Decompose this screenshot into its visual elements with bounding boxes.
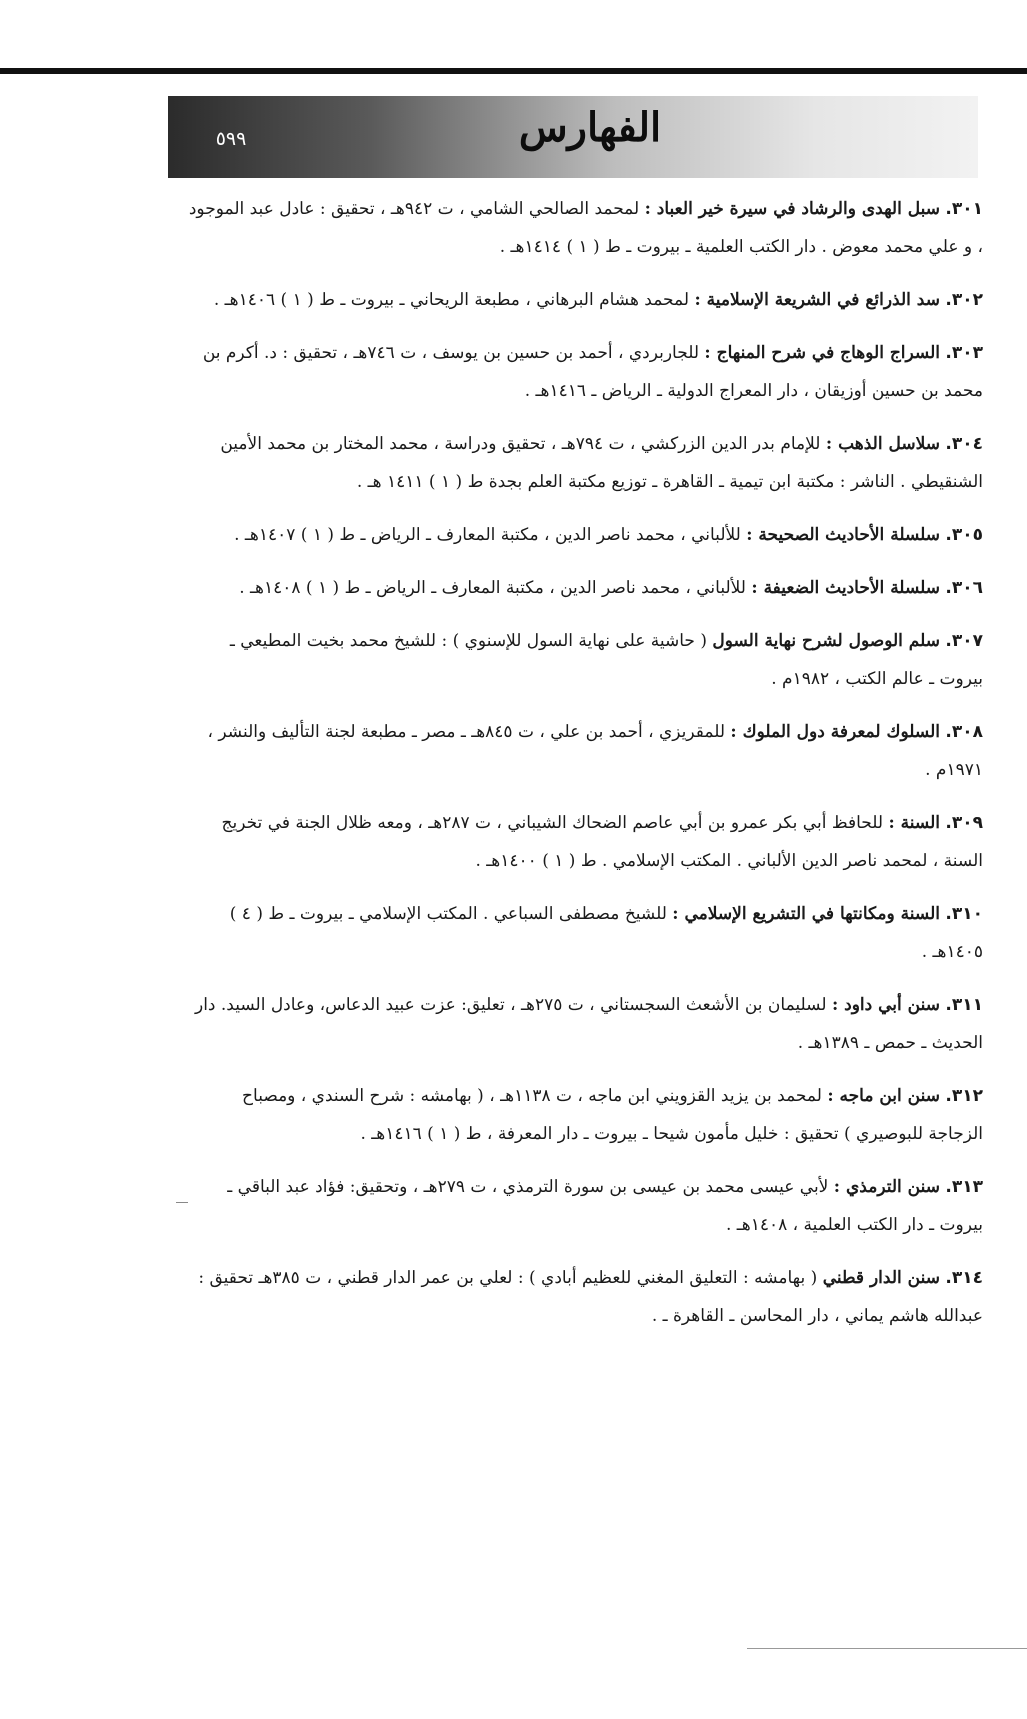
bibliography-entry [188, 895, 983, 971]
entry-number: ٣١٢. [945, 1086, 983, 1106]
bibliography-entry [188, 425, 983, 501]
entry-title: سلم الوصول لشرح نهاية السول [712, 631, 940, 651]
margin-mark [176, 1202, 188, 1203]
bibliography-entry [188, 1259, 983, 1335]
page-number: ٥٩٩ [215, 128, 247, 150]
bibliography-entry [188, 190, 983, 266]
entry-number: ٣٠٦. [945, 578, 983, 598]
entry-title: السنة : [888, 813, 940, 833]
entry-title: سنن ابن ماجه : [827, 1086, 940, 1106]
bibliography-entry [188, 516, 983, 554]
entry-title: سنن أبي داود : [831, 995, 940, 1015]
entry-number: ٣١١. [945, 995, 983, 1015]
entry-title: سد الذرائع في الشريعة الإسلامية : [694, 290, 940, 310]
entry-title: سنن الترمذي : [833, 1177, 940, 1197]
entry-number: ٣٠٣. [945, 343, 983, 363]
bibliography-entry [188, 1077, 983, 1153]
entry-body: لمحمد الصالحي الشامي ، ت ٩٤٢هـ ، تحقيق : عادل عبد الموجود ، و علي محمد معوض . دار الكتب العلمية ـ بيروت ـ ط ( ١ ) ١٤١٤هـ . [188, 199, 983, 257]
bibliography-entry [188, 1168, 983, 1244]
entry-number: ٣١٣. [945, 1177, 983, 1197]
entry-number: ٣٠٩. [945, 813, 983, 833]
bibliography-entry [188, 804, 983, 880]
entry-body: لسليمان بن الأشعث السجستاني ، ت ٢٧٥هـ ، تعليق: عزت عبيد الدعاس، وعادل السيد. دار الحديث ـ حمص ـ ١٣٨٩هـ . [194, 995, 983, 1053]
entry-body: للألباني ، محمد ناصر الدين ، مكتبة المعارف ـ الرياض ـ ط ( ١ ) ١٤٠٧هـ . [234, 525, 741, 545]
entry-body: ( حاشية على نهاية السول للإسنوي ) : للشيخ محمد بخيت المطيعي ـ بيروت ـ عالم الكتب ، ١٩٨٢م . [229, 631, 983, 689]
entry-body: للشيخ مصطفى السباعي . المكتب الإسلامي ـ بيروت ـ ط ( ٤ ) ١٤٠٥هـ . [229, 904, 983, 962]
entry-number: ٣٠١. [945, 199, 983, 219]
entry-body: للألباني ، محمد ناصر الدين ، مكتبة المعارف ـ الرياض ـ ط ( ١ ) ١٤٠٨هـ . [239, 578, 746, 598]
entry-title: سلسلة الأحاديث الصحيحة : [746, 525, 940, 545]
entry-number: ٣٠٨. [945, 722, 983, 742]
page-title: الفهارس [518, 104, 662, 151]
bottom-rule [747, 1648, 1027, 1649]
entry-number: ٣٠٢. [945, 290, 983, 310]
entry-body: للجاربردي ، أحمد بن حسين بن يوسف ، ت ٧٤٦هـ ، تحقيق : د. أكرم بن محمد بن حسين أوزيقان ، دار المعراج الدولية ـ الرياض ـ ١٤١٦هـ . [202, 343, 983, 401]
entry-number: ٣٠٤. [945, 434, 983, 454]
bibliography-entry [188, 986, 983, 1062]
entry-number: ٣١٤. [945, 1268, 983, 1288]
entry-title: السنة ومكانتها في التشريع الإسلامي : [672, 904, 940, 924]
entry-title: السلوك لمعرفة دول الملوك : [730, 722, 940, 742]
entry-title: سنن الدار قطني [822, 1268, 940, 1288]
bibliography-list [188, 190, 983, 1350]
entry-title: سبل الهدى والرشاد في سيرة خير العباد : [644, 199, 940, 219]
entry-title: سلاسل الذهب : [825, 434, 940, 454]
entry-body: ( بهامشه : التعليق المغني للعظيم أبادي ) : لعلي بن عمر الدار قطني ، ت ٣٨٥هـ تحقيق : عبدالله هاشم يماني ، دار المحاسن ـ القاهرة ـ . [198, 1268, 983, 1326]
entry-body: لمحمد بن يزيد القزويني ابن ماجه ، ت ١١٣٨هـ ، ( بهامشه : شرح السندي ، ومصباح الزجاجة للبوصيري ) تحقيق : خليل مأمون شيحا ـ بيروت ـ دار المعرفة ، ط ( ١ ) ١٤١٦هـ . [242, 1086, 983, 1144]
entry-title: سلسلة الأحاديث الضعيفة : [751, 578, 940, 598]
entry-number: ٣٠٧. [945, 631, 983, 651]
entry-body: للحافظ أبي بكر عمرو بن أبي عاصم الضحاك الشيباني ، ت ٢٨٧هـ ، ومعه ظلال الجنة في تخريج السنة ، لمحمد ناصر الدين الألباني . المكتب الإسلامي . ط ( ١ ) ١٤٠٠هـ . [221, 813, 983, 871]
entry-body: لمحمد هشام البرهاني ، مطبعة الريحاني ـ بيروت ـ ط ( ١ ) ١٤٠٦هـ . [213, 290, 690, 310]
bibliography-entry [188, 281, 983, 319]
entry-number: ٣٠٥. [945, 525, 983, 545]
bibliography-entry [188, 713, 983, 789]
bibliography-entry [188, 569, 983, 607]
bibliography-entry [188, 622, 983, 698]
top-rule [0, 68, 1027, 74]
bibliography-entry [188, 334, 983, 410]
entry-body: للمقريزي ، أحمد بن علي ، ت ٨٤٥هـ ـ مصر ـ مطبعة لجنة التأليف والنشر ، ١٩٧١م . [207, 722, 983, 780]
entry-body: للإمام بدر الدين الزركشي ، ت ٧٩٤هـ ، تحقيق ودراسة ، محمد المختار بن محمد الأمين الشنقيطي . الناشر : مكتبة ابن تيمية ـ القاهرة ـ توزيع مكتبة العلم بجدة ط ( ١ ) ١٤١١ هـ . [220, 434, 983, 492]
entry-number: ٣١٠. [945, 904, 983, 924]
entry-title: السراج الوهاج في شرح المنهاج : [704, 343, 940, 363]
entry-body: لأبي عيسى محمد بن عيسى بن سورة الترمذي ، ت ٢٧٩هـ ، وتحقيق: فؤاد عبد الباقي ـ بيروت ـ دار الكتب العلمية ، ١٤٠٨هـ . [227, 1177, 983, 1235]
